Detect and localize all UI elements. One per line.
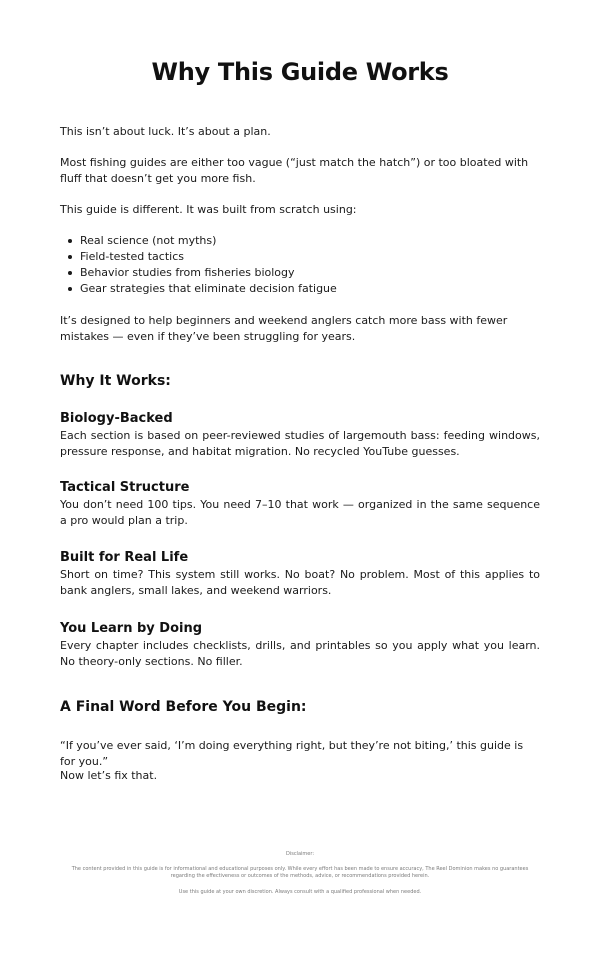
section-body-biology: Each section is based on peer-reviewed studies of largemouth bass: feeding windows, pressure response, and habitat migration. No recycled YouTube guesses. <box>60 429 540 458</box>
feature-bullet-list <box>60 233 540 297</box>
section-body-tactical: You don’t need 100 tips. You need 7–10 that work — organized in the same sequence a pro would plan a trip. <box>60 498 540 527</box>
section-title-doing: You Learn by Doing <box>60 621 203 636</box>
disclaimer-note: Use this guide at your own discretion. Always consult with a qualified professional when needed. <box>178 889 422 895</box>
page-title: Why This Guide Works <box>151 58 449 86</box>
closing-line: Now let’s fix that. <box>60 769 158 782</box>
intro-paragraph-1: This isn’t about luck. It’s about a plan. <box>60 125 271 138</box>
why-it-works-heading: Why It Works: <box>60 373 171 389</box>
intro-paragraph-2: Most fishing guides are either too vague (“just match the hatch”) or too bloated with fluff that doesn’t get you more fish. <box>60 156 529 185</box>
intro-paragraph-4: It’s designed to help beginners and weekend anglers catch more bass with fewer mistakes — even if they’ve been struggling for years. <box>60 314 508 343</box>
bullet-item: Gear strategies that eliminate decision fatigue <box>60 281 540 297</box>
section-body-real-life: Short on time? This system still works. No boat? No problem. Most of this applies to bank anglers, small lakes, and weekend warriors. <box>60 568 540 597</box>
section-title-tactical: Tactical Structure <box>60 480 190 495</box>
bullet-item: Field-tested tactics <box>60 249 540 265</box>
bullet-item: Real science (not myths) <box>60 233 540 249</box>
disclaimer-body: The content provided in this guide is for informational and educational purposes only. While every effort has been made to ensure accuracy, The Reel Dominion makes no guarantees regarding the effectiveness or outcomes of the methods, advice, or recommendations provided herein. <box>71 866 529 879</box>
section-body-doing: Every chapter includes checklists, drills, and printables so you apply what you learn. No theory-only sections. No filler. <box>60 639 540 668</box>
final-word-heading: A Final Word Before You Begin: <box>60 699 307 715</box>
section-title-biology: Biology-Backed <box>60 411 173 426</box>
section-title-real-life: Built for Real Life <box>60 550 189 565</box>
intro-paragraph-3: This guide is different. It was built from scratch using: <box>60 203 357 216</box>
final-quote: “If you’ve ever said, ‘I’m doing everything right, but they’re not biting,’ this guide is for you.” <box>60 739 524 768</box>
bullet-item: Behavior studies from fisheries biology <box>60 265 540 281</box>
disclaimer-label: Disclaimer: <box>285 851 315 857</box>
